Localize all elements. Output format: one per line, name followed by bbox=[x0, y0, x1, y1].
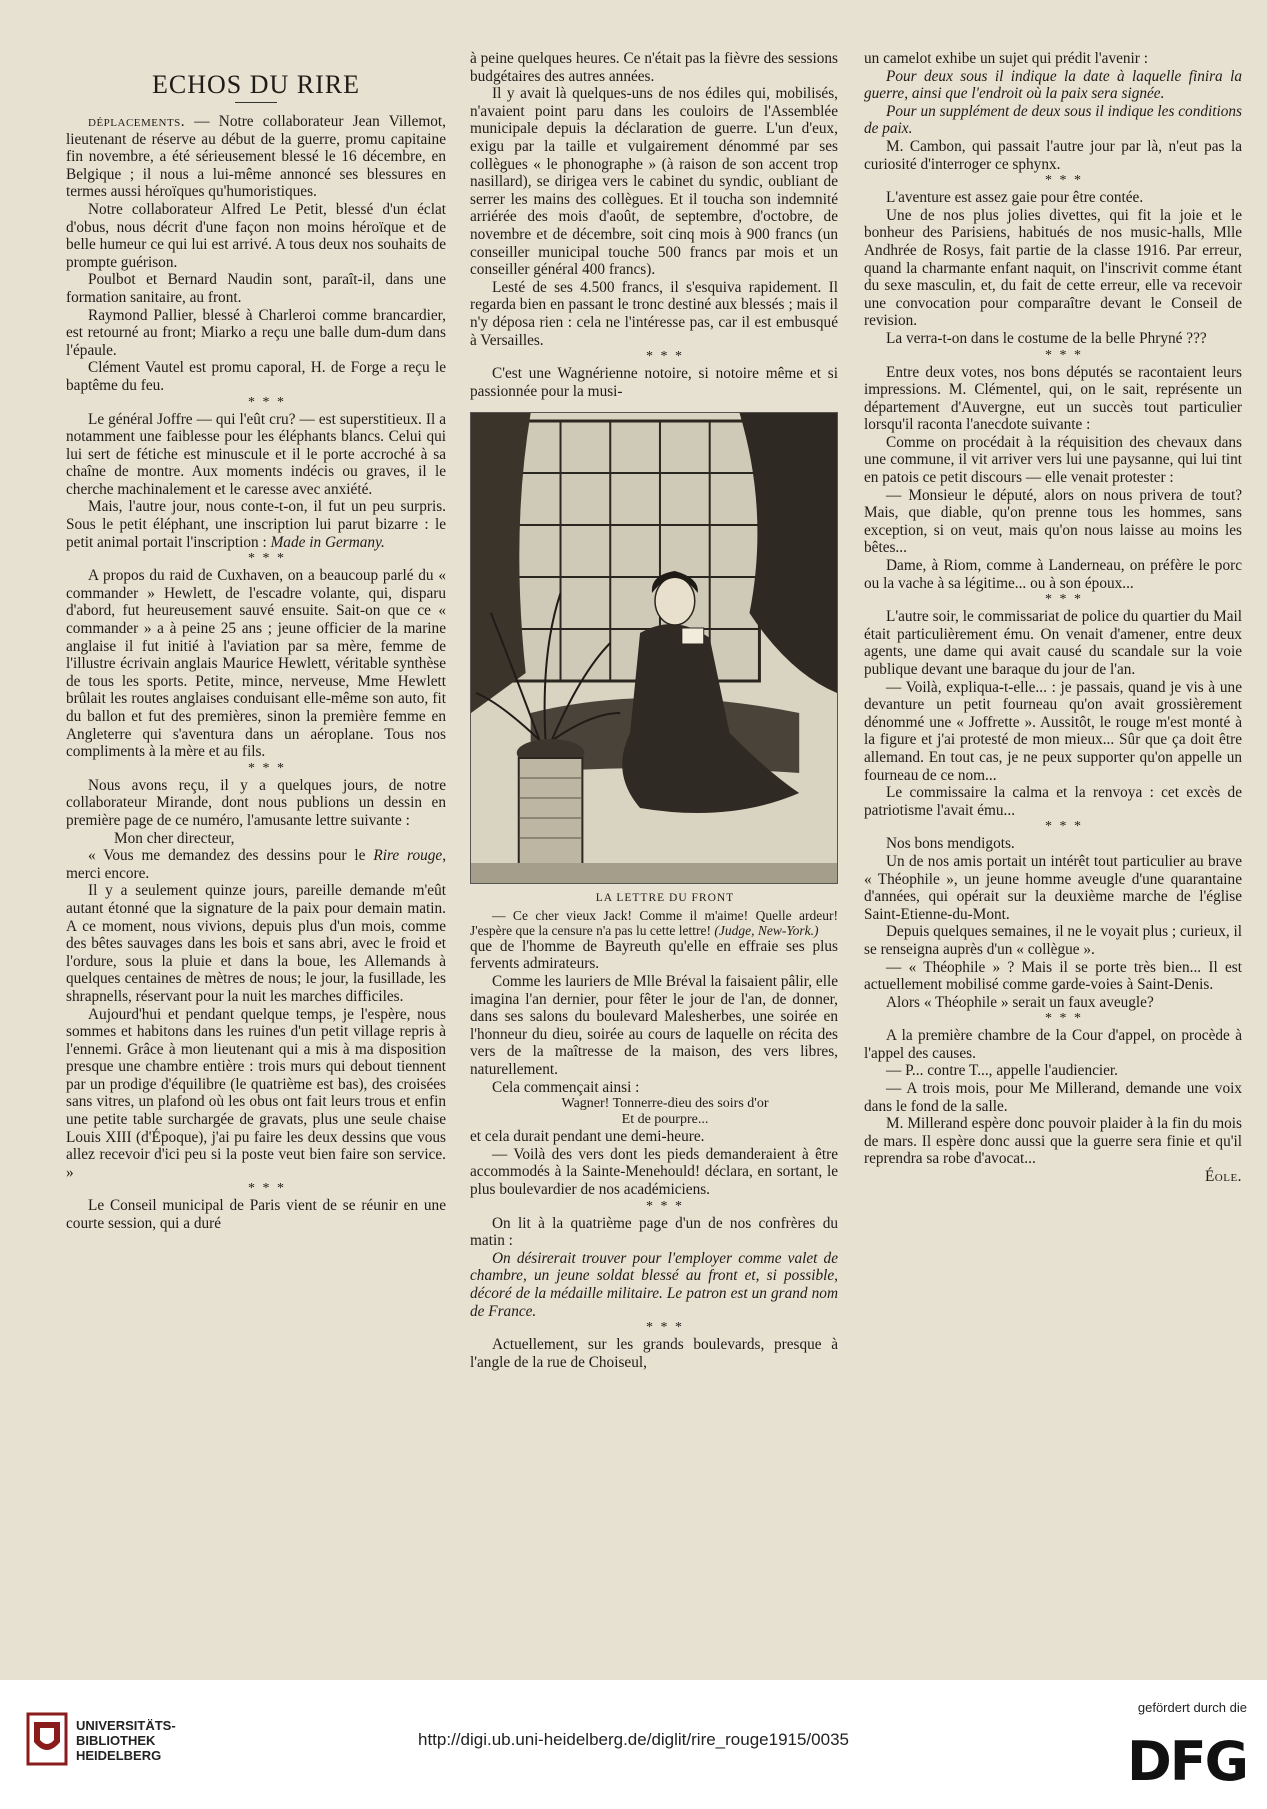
title-rule bbox=[235, 102, 277, 103]
paragraph: Nous avons reçu, il y a quelques jours, de notre collaborateur Mirande, dont nous publions un dessin en première page de ce numéro, l'amusante lettre suivante : bbox=[66, 776, 446, 829]
paragraph: L'aventure est assez gaie pour être contée. bbox=[886, 189, 1144, 207]
section-separator: * * * bbox=[1045, 1011, 1083, 1027]
paragraph: Actuellement, sur les grands boulevards, presque à l'angle de la rue de Choiseul, bbox=[470, 1336, 838, 1371]
italic-paragraph: On désirerait trouver pour l'employer comme valet de chambre, un jeune soldat blessé au front et, si possible, décoré de la médaille militaire. Le patron est un grand nom de France. bbox=[470, 1249, 838, 1320]
paragraph: et cela durait pendant une demi-heure. bbox=[470, 1128, 705, 1146]
section-separator: * * * bbox=[646, 1320, 684, 1336]
section-separator: * * * bbox=[1045, 819, 1083, 835]
paragraph: Depuis quelques semaines, il ne le voyait plus ; curieux, il se renseigna auprès d'un « collègue ». bbox=[864, 923, 1243, 958]
paragraph: Alors « Théophile » serait un faux aveugle? bbox=[886, 993, 1154, 1011]
paragraph: Il y a seulement quinze jours, pareille demande m'eût autant étonné que la signature de la paix pour demain matin. A ce moment, nous vivions, depuis plus d'un mois, comme des bêtes sauvages dans les bois et sans abri, avec le froid et l'ordure, sous la pluie et dans la boue, les Allemands à quelques centaines de mètres de nous; le jour, la fusillade, les shrapnells, réservant pour la nuit les marches difficiles. bbox=[66, 882, 446, 1005]
paragraph: Comme on procédait à la réquisition des chevaux dans une commune, il vit arriver vers lui une paysanne, qui lui tint en patois ce petit discours — elle venait protester : bbox=[864, 433, 1242, 487]
paragraph: un camelot exhibe un sujet qui prédit l'avenir : bbox=[864, 50, 1148, 67]
italic-paragraph: Pour un supplément de deux sous il indique les conditions de paix. bbox=[864, 102, 1242, 138]
paragraph: — Voilà, expliqua-t-elle... : je passais, quand je vis à une devanture un petit fourneau qu'on avait grossièrement dénommé une « Joffrette ». Aussitôt, le rouge m'est monté à la figure et j'ai protesté de mon mieux... Sûr que ça doit être allemand. En tout cas, je ne peux supporter qu'on appelle un fourneau de ce nom... bbox=[864, 678, 1242, 784]
paragraph: A la première chambre de la Cour d'appel, on procède à l'appel des causes. bbox=[864, 1027, 1242, 1062]
paragraph: — « Théophile » ? Mais il se porte très bien... Il est actuellement mobilisé comme garde-voies à Saint-Denis. bbox=[864, 958, 1242, 994]
section-separator: * * * bbox=[646, 1198, 684, 1214]
library-name-line: HEIDELBERG bbox=[76, 1748, 162, 1763]
paragraph: A propos du raid de Cuxhaven, on a beaucoup parlé du « commander » Hewlett, de l'escadre volante, qui, disparu d'abord, fut heureusement sauvé ensuite. Sait-on que ce « commander » a à peine 25 ans ; jeune officier de la marine anglaise il fut initié à l'aviation par sa mère, femme de l'illustre écrivain anglais Maurice Hewlett, véritable synthèse de tous les sports. Petite, mince, nerveuse, Mme Hewlett brûlait les routes anglaises conduisant elle-même son auto, fit du ballon et fut des premières, sinon la première femme en Angleterre qui s'aventura dans un aéroplane. Tous nos compliments à la mère et au fils. bbox=[66, 567, 446, 761]
section-separator: * * * bbox=[1045, 347, 1083, 363]
paragraph: — P... contre T..., appelle l'audiencier. bbox=[886, 1062, 1118, 1080]
paragraph: Un de nos amis portait un intérêt tout particulier au brave « Théophile », un jeune homme aveugle d'une quarantaine d'années, qui opérait sur la deuxième marche de l'église Saint-Etienne-du-Mont. bbox=[864, 852, 1242, 923]
digitization-footer bbox=[0, 1680, 1267, 1809]
column-3 bbox=[864, 50, 1242, 1186]
paragraph: — Monsieur le député, alors on nous privera de tout? Mais, que diable, qu'on prenne tous les hommes, sans exception, si on veut, mais qu'on nous laisse au moins les bêtes... bbox=[864, 486, 1242, 557]
section-separator: * * * bbox=[1045, 173, 1083, 189]
paragraph: Le général Joffre — qui l'eût cru? — est superstitieux. Il a notamment une faiblesse pour les éléphants blancs. Celui qui lui sert de fétiche est minuscule et il le porte accroché à sa chaîne de montre. Aux moments indécis ou graves, il le cherche machinalement et le caresse avec anxiété. bbox=[66, 410, 446, 498]
page-title: ECHOS DU RIRE bbox=[151, 70, 360, 99]
verse-line: Et de pourpre... bbox=[621, 1112, 709, 1128]
letter-salutation: Mon cher directeur, bbox=[114, 829, 235, 847]
illustration bbox=[470, 412, 838, 884]
italic-text: Rire rouge bbox=[373, 847, 443, 865]
paragraph: Aujourd'hui et pendant quelque temps, je l'espère, nous sommes et habitons dans les ruines d'un petit village repris à l'ennemi. Grâce à mon lieutenant qui a mis à ma disposition presque une chambre entière : trois murs qui debout tiennent par un prodige d'équilibre (le quatrième est bas), des croisées sans vitres, un plafond où les obus ont fait leurs trous et enfin une petite table surchargée de gravats, plus une seule chaise Louis XIII (d'Époque), j'ai pu faire les deux dessins que vous allez recevoir d'ici peu si la poste veut bien faire son service. » bbox=[66, 1005, 446, 1181]
column-2 bbox=[470, 50, 838, 1371]
paragraph: — A trois mois, pour Me Millerand, demande une voix dans le fond de la salle. bbox=[864, 1080, 1242, 1115]
paragraph: « Vous me demandez des dessins pour le bbox=[88, 847, 366, 865]
section-label: déplacements. bbox=[88, 113, 186, 130]
column-1 bbox=[66, 50, 446, 1233]
italic-paragraph: Pour deux sous il indique la date à laquelle finira la guerre, ainsi que l'endroit où la paix sera signée. bbox=[864, 67, 1242, 103]
paragraph: Il y avait là quelques-uns de nos édiles qui, mobilisés, n'avaient point paru dans les couloirs de l'Assemblée municipale depuis la déclaration de guerre. L'un d'eux, exigu par la taille et vulgairement dénommé par ses collègues « le phonographe » (à raison de son accent trop nasillard), se dirigea vers le cabinet du syndic, oubliant de serrer les mains des collègues. Et il toucha son indemnité arriérée des mois d'août, de septembre, d'octobre, de novembre et de décembre, soit cinq mois à 900 francs (un conseiller municipal touche 500 francs par mois et un conseiller général 400 francs). bbox=[470, 85, 838, 279]
woman-reading-letter-illustration bbox=[471, 413, 837, 883]
paragraph: Clément Vautel est promu caporal, H. de Forge a reçu le baptême du feu. bbox=[66, 359, 446, 394]
paragraph: Comme les lauriers de Mlle Bréval la faisaient pâlir, elle imagina l'an dernier, pour fêter le jour de l'an, de donner, dans ses salons du boulevard Malesherbes, une soirée en l'honneur du dieu, soirée au cours de laquelle on récita des vers de la maîtresse de la maison, des vers libres, naturellement. bbox=[470, 973, 838, 1079]
paragraph: Raymond Pallier, blessé à Charleroi comme brancardier, est retourné au front; Miarko a reçu une balle dum-dum dans l'épaule. bbox=[66, 306, 446, 359]
paragraph: La verra-t-on dans le costume de la belle Phryné ??? bbox=[886, 329, 1207, 347]
funding-note: gefördert durch die bbox=[1137, 1700, 1247, 1715]
paragraph: Notre collaborateur Alfred Le Petit, blessé d'un éclat d'obus, nous décrit d'une façon non moins héroïque et de belle humeur ce qui lui est arrivé. A tous deux nos souhaits de prompte guérison. bbox=[66, 200, 446, 271]
source-url[interactable]: http://digi.ub.uni-heidelberg.de/diglit/rire_rouge1915/0035 bbox=[418, 1730, 849, 1749]
paragraph: Le Conseil municipal de Paris vient de se réunir en une courte session, qui a duré bbox=[66, 1197, 446, 1233]
caption-source: (Judge, New-York.) bbox=[714, 922, 819, 938]
section-separator: * * * bbox=[1045, 592, 1083, 608]
paragraph: Nos bons mendigots. bbox=[886, 835, 1015, 853]
paragraph: à peine quelques heures. Ce n'était pas la fièvre des sessions budgétaires des autres années. bbox=[470, 50, 838, 85]
verse-line: Wagner! Tonnerre-dieu des soirs d'or bbox=[561, 1096, 769, 1112]
library-name-line: BIBLIOTHEK bbox=[76, 1733, 156, 1748]
illustration-caption: — Ce cher vieux Jack! Comme il m'aime! Quelle ardeur! J'espère que la censure n'a pas lu cette lettre! bbox=[470, 907, 838, 938]
paragraph: Dame, à Riom, comme à Landerneau, on préfère le porc ou la vache à sa légitime... ou à son époux... bbox=[864, 557, 1242, 592]
paragraph: C'est une Wagnérienne notoire, si notoire même et si passionnée pour la musi- bbox=[470, 365, 838, 400]
italic-text: Made in Germany. bbox=[270, 533, 385, 551]
paragraph: , merci encore. bbox=[66, 847, 447, 882]
dfg-logo: DFG bbox=[1126, 1730, 1247, 1793]
paragraph: que de l'homme de Bayreuth qu'elle en effraie ses plus fervents admirateurs. bbox=[470, 937, 838, 973]
paragraph: — Notre collaborateur Jean Villemot, lieutenant de réserve au début de la guerre, promu capitaine fin novembre, a été sérieusement blessé le 16 décembre, en Belgique ; il nous a lui-même annoncé ses blessures en termes aussi héroïques qu'humoristiques. bbox=[66, 113, 447, 201]
paragraph: Le commissaire la calma et la renvoya : cet excès de patriotisme l'avait ému... bbox=[864, 784, 1242, 819]
paragraph: Cela commençait ainsi : bbox=[492, 1078, 640, 1096]
library-name-line: UNIVERSITÄTS- bbox=[76, 1718, 176, 1733]
paragraph: — Voilà des vers dont les pieds demanderaient à être accommodés à la Sainte-Menehould! déclara, en sortant, le plus boulevardier de nos académiciens. bbox=[470, 1145, 838, 1198]
section-separator: * * * bbox=[248, 1181, 286, 1197]
signature: Éole. bbox=[1204, 1168, 1242, 1186]
paragraph: L'autre soir, le commissariat de police du quartier du Mail était particulièrement ému. On venait d'amener, entre deux agents, une dame qui avait causé du scandale sur la voie publique devant une baraque du jour de l'an. bbox=[864, 608, 1242, 678]
paragraph: Lesté de ses 4.500 francs, il s'esquiva rapidement. Il regarda bien en passant le tronc destiné aux blessés ; mais il n'y déposa rien : cela ne l'intéresse pas, car il est embusqué à Versailles. bbox=[470, 278, 838, 349]
paragraph: On lit à la quatrième page d'un de nos confrères du matin : bbox=[470, 1214, 838, 1250]
section-separator: * * * bbox=[248, 551, 286, 567]
paragraph: Mais, l'autre jour, nous conte-t-on, il fut un peu surpris. Sous le petit éléphant, une inscription lui parut bizarre : le petit animal portait l'inscription : bbox=[66, 498, 446, 551]
section-separator: * * * bbox=[248, 394, 286, 410]
section-separator: * * * bbox=[646, 349, 684, 365]
paragraph: Une de nos plus jolies divettes, qui fit la joie et le bonheur des Parisiens, habitués de nos music-halls, Mlle Andhrée de Rosys, fait partie de la classe 1916. Par erreur, quand la charmante enfant naquit, on l'inscrivit comme étant du sexe masculin, et, du fait de cette erreur, elle va recevoir une convocation pour comparaître devant le Conseil de revision. bbox=[864, 206, 1242, 330]
paragraph: Entre deux votes, nos bons députés se racontaient leurs impressions. M. Clémentel, qui, on le sait, représente un département d'Auvergne, eut un succès tout particulier lorsqu'il raconta l'anecdote suivante : bbox=[864, 363, 1242, 434]
paragraph: M. Cambon, qui passait l'autre jour par là, n'eut pas la curiosité d'interroger ce sphynx. bbox=[864, 137, 1242, 173]
illustration-caption-title: LA LETTRE DU FRONT bbox=[595, 892, 735, 905]
section-separator: * * * bbox=[248, 760, 286, 776]
paragraph: M. Millerand espère donc pouvoir plaider à la fin du mois de mars. Il espère donc aussi que la guerre sera finie et qu'il reprendra sa robe d'avocat... bbox=[864, 1115, 1242, 1168]
paragraph: Poulbot et Bernard Naudin sont, paraît-il, dans une formation sanitaire, au front. bbox=[66, 271, 446, 306]
